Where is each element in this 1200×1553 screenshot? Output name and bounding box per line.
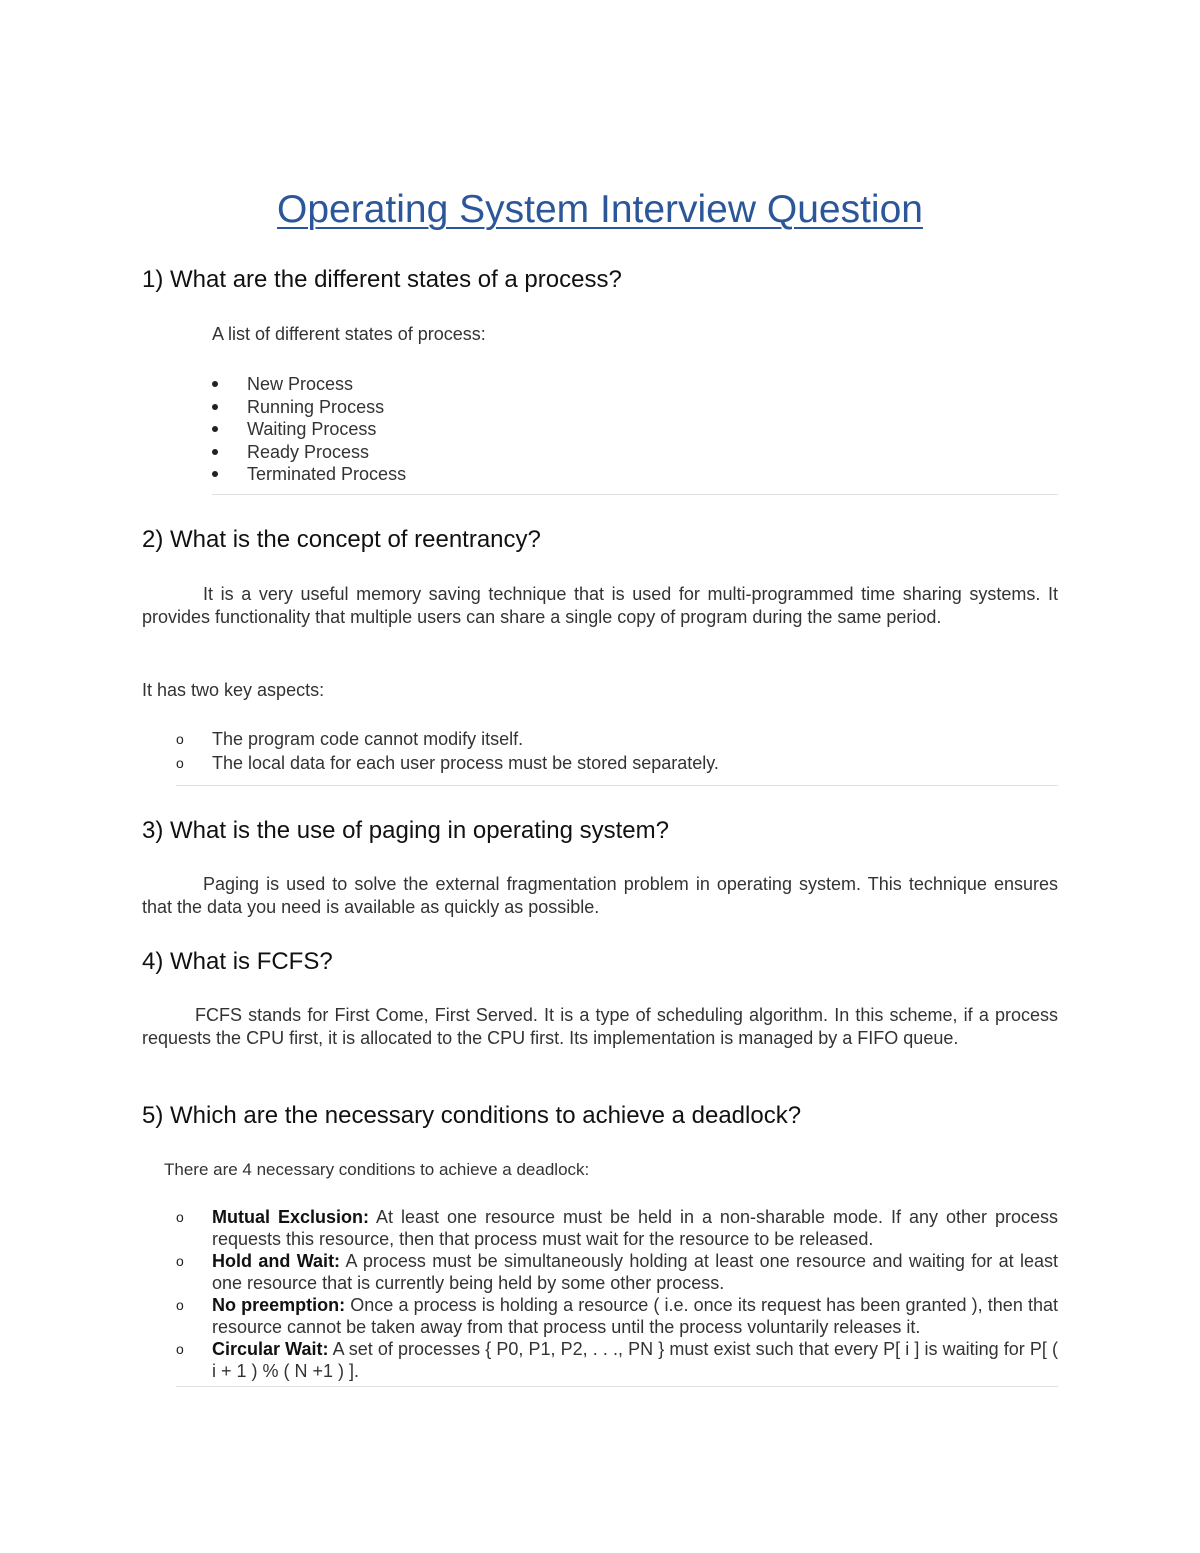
circle-bullet-icon: o <box>176 1341 184 1357</box>
bullet-icon <box>212 404 218 410</box>
list-item: Running Process <box>212 396 406 419</box>
circle-bullet-icon: o <box>176 1253 184 1269</box>
list-item: Ready Process <box>212 441 406 464</box>
question-3-paragraph: Paging is used to solve the external fragmentation problem in operating system. This technique ensures that the data you need is available as quickly as possible. <box>142 874 1058 917</box>
bullet-icon <box>212 426 218 432</box>
section-divider <box>176 785 1058 786</box>
question-3-heading: 3) What is the use of paging in operating system? <box>142 817 669 844</box>
list-item: o Hold and Wait: A process must be simultaneously holding at least one resource and waiting for at least one resource that is currently being held by some other process. <box>176 1251 1058 1293</box>
question-5-heading: 5) Which are the necessary conditions to achieve a deadlock? <box>142 1102 802 1129</box>
list-item: New Process <box>212 373 406 396</box>
condition-term: No preemption: <box>212 1295 346 1315</box>
question-5-intro: There are 4 necessary conditions to achieve a deadlock: <box>164 1160 590 1179</box>
circle-bullet-icon: o <box>176 755 184 771</box>
list-item: o The program code cannot modify itself. <box>176 729 524 749</box>
question-1-heading: 1) What are the different states of a process? <box>142 266 622 293</box>
list-item: o Mutual Exclusion: At least one resource must be held in a non-sharable mode. If any other process requests this resource, then that process must wait for the resource to be released. <box>176 1207 1058 1249</box>
circle-bullet-icon: o <box>176 1209 184 1225</box>
list-item: o No preemption: Once a process is holding a resource ( i.e. once its request has been granted ), then that resource cannot be taken away from that process until the process voluntarily releases it. <box>176 1295 1058 1337</box>
list-item: o Circular Wait: A set of processes { P0, P1, P2, . . ., PN } must exist such that every P[ i ] is waiting for P[ ( i + 1 ) % ( N +1 ) ]. <box>176 1339 1058 1381</box>
bullet-icon <box>212 449 218 455</box>
list-item: Terminated Process <box>212 463 406 486</box>
question-2-heading: 2) What is the concept of reentrancy? <box>142 526 541 553</box>
question-4-paragraph: FCFS stands for First Come, First Served. It is a type of scheduling algorithm. In this scheme, if a process requests the CPU first, it is allocated to the CPU first. Its implementation is managed by a FIFO queue. <box>142 1005 1058 1048</box>
condition-term: Hold and Wait: <box>212 1251 341 1271</box>
section-divider <box>176 1386 1058 1387</box>
section-divider <box>212 494 1058 495</box>
circle-bullet-icon: o <box>176 1297 184 1313</box>
bullet-icon <box>212 471 218 477</box>
question-1-intro: A list of different states of process: <box>212 324 486 344</box>
page-title: Operating System Interview Question <box>277 188 923 231</box>
question-2-paragraph: It is a very useful memory saving technique that is used for multi-programmed time sharing systems. It provides functionality that multiple users can share a single copy of program during the same period. <box>142 584 1058 627</box>
question-4-heading: 4) What is FCFS? <box>142 948 333 975</box>
process-states-list <box>212 373 406 486</box>
question-2-aspects-intro: It has two key aspects: <box>142 680 325 700</box>
condition-term: Circular Wait: <box>212 1339 329 1359</box>
condition-term: Mutual Exclusion: <box>212 1207 369 1227</box>
list-item: Waiting Process <box>212 418 406 441</box>
deadlock-conditions-list <box>176 1206 1058 1382</box>
bullet-icon <box>212 381 218 387</box>
reentrancy-aspects-list <box>176 728 1058 775</box>
list-item: o The local data for each user process must be stored separately. <box>176 753 719 773</box>
circle-bullet-icon: o <box>176 731 184 747</box>
